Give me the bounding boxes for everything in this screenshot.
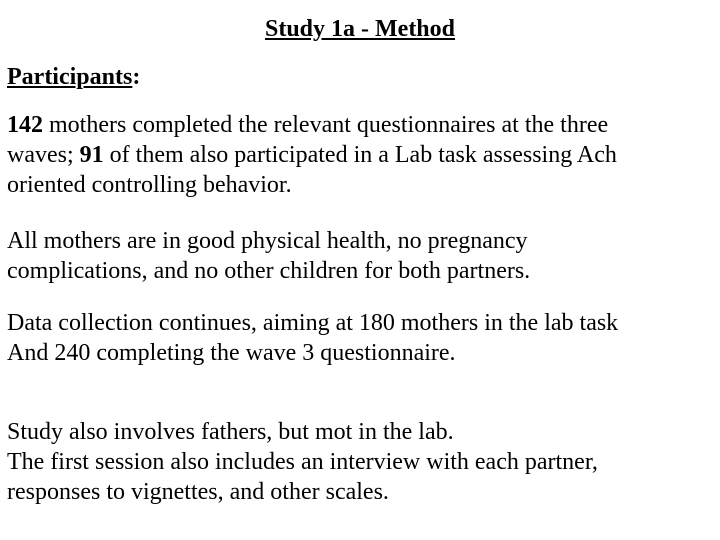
paragraph-line bbox=[7, 110, 719, 140]
paragraph-completion bbox=[7, 110, 719, 200]
paragraph-line: All mothers are in good physical health, no pregnancy bbox=[7, 228, 528, 254]
paragraph-line bbox=[7, 140, 719, 170]
paragraph-line: oriented controlling behavior. bbox=[7, 172, 292, 198]
paragraph-line: responses to vignettes, and other scales. bbox=[7, 479, 389, 505]
paragraph-line: The first session also includes an interview with each partner, bbox=[7, 449, 598, 475]
line-text: mothers completed the relevant questionnaires at the three bbox=[43, 112, 609, 138]
lab-count: 91 bbox=[79, 142, 104, 168]
mothers-count: 142 bbox=[7, 112, 43, 138]
paragraph-line: And 240 completing the wave 3 questionnaire. bbox=[7, 340, 456, 366]
slide-title: Study 1a - Method bbox=[264, 16, 456, 42]
paragraph-line: Data collection continues, aiming at 180 mothers in the lab task bbox=[7, 310, 619, 336]
paragraph-data-collection bbox=[7, 308, 719, 368]
paragraph-line: Study also involves fathers, but mot in the lab. bbox=[7, 419, 454, 445]
line-text: of them also participated in a Lab task assessing Ach bbox=[103, 142, 617, 168]
participants-heading-colon: : bbox=[132, 64, 141, 90]
paragraph-fathers bbox=[7, 417, 719, 507]
participants-heading-label: Participants bbox=[7, 64, 133, 90]
paragraph-health bbox=[7, 226, 719, 286]
line-text: waves; bbox=[7, 142, 80, 168]
paragraph-line: complications, and no other children for both partners. bbox=[7, 258, 531, 284]
participants-heading bbox=[7, 62, 140, 92]
